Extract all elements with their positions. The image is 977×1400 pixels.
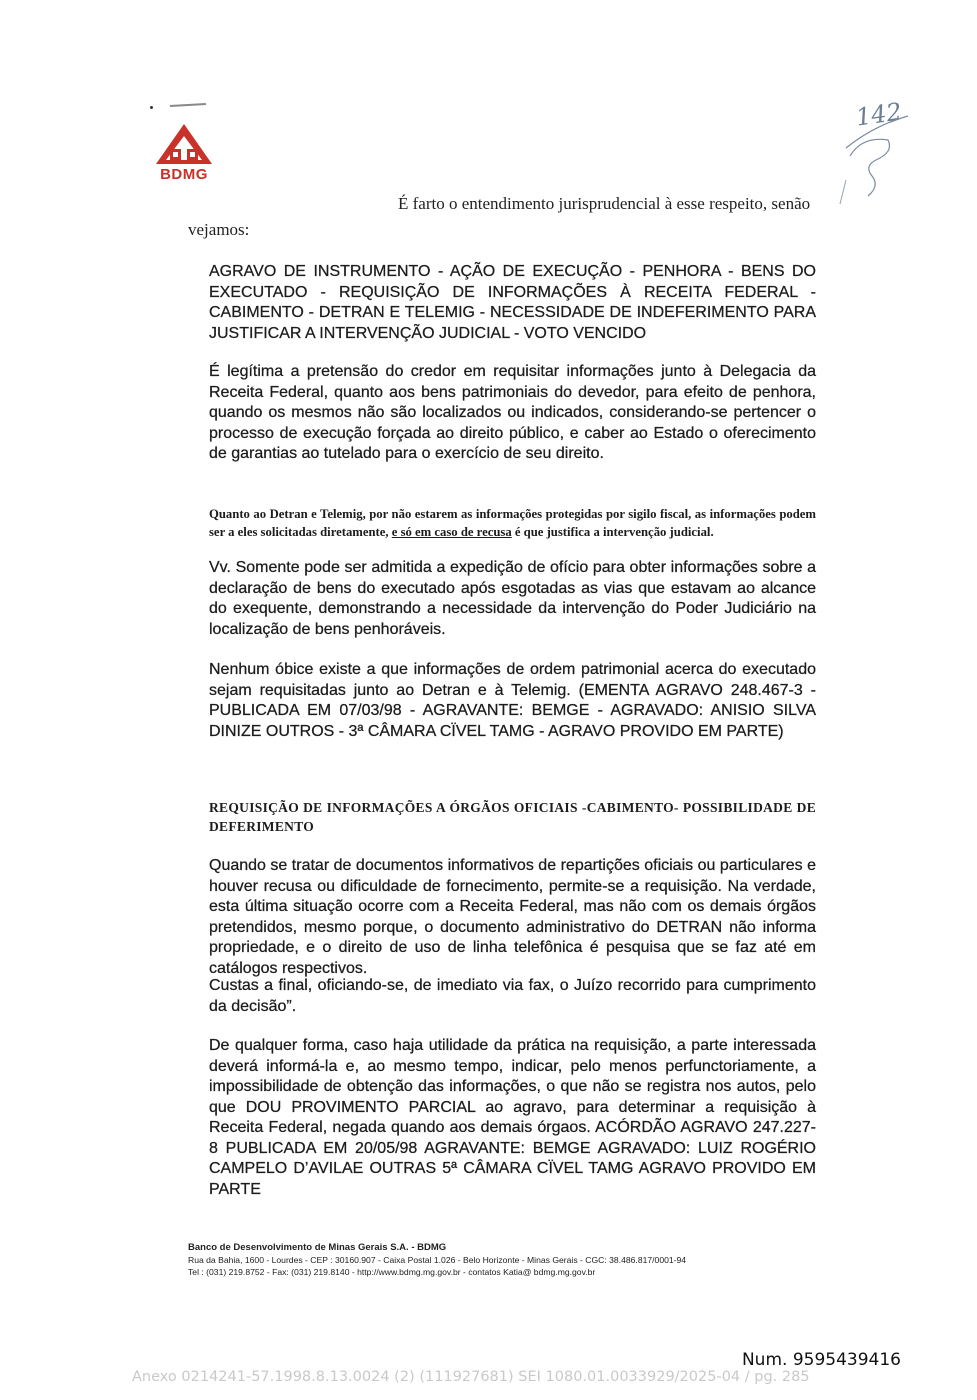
ementa-1-heading: AGRAVO DE INSTRUMENTO - AÇÃO DE EXECUÇÃO - PENHORA - BENS DO EXECUTADO - REQUISIÇÃO DE INFORMAÇÕES À RECEITA FEDERAL - CABIMENTO - DETRAN E TELEMIG - NECESSIDADE DE INDEFERIMENTO PARA JUSTIFICAR A INTERVENÇÃO JUDICIAL - VOTO VENCIDO (209, 263, 816, 342)
ementa-1-paragraph-2-text-a: Quanto ao Detran e Telemig, por não estarem as informações protegidas por sigilo fiscal, as informações podem ser a eles solicitadas diretamente, (209, 507, 816, 539)
document-number: Num. 9595439416 (741, 1350, 901, 1370)
ementa-1-paragraph-1: É legítima a pretensão do credor em requisitar informações junto à Delegacia da Receita Federal, quanto aos bens patrimoniais do devedor, para efeito de penhora, quando os mesmos não são localizados ou indicados, considerando-se pertencer o processo de execução forçada ao direito público, e caber ao Estado o oferecimento de garantias ao tutelado para o exercício de seu direito. (209, 363, 816, 462)
ementa-2-paragraph-1: Quando se tratar de documentos informativos de repartições oficiais ou particulares e houver recusa ou dificuldade de fornecimento, permite-se a requisição. Na verdade, esta última situação ocorre com a Receita Federal, mas não com os demais órgãos pretendidos, mesmo porque, o documento administrativo do DETRAN não informa propriedade, e o direito de uso de linha telefônica é pesquisa que se faz até em catálogos respectivos. (209, 857, 816, 977)
ementa-1-paragraph-2-text-b: é que justifica a intervenção judicial. (514, 525, 714, 539)
ementa-1-paragraph-2 (209, 505, 816, 541)
bdmg-logo-icon (152, 122, 216, 168)
footer-address: Rua da Bahia, 1600 - Lourdes - CEP : 30160.907 - Caixa Postal 1.026 - Belo Horizonte - Minas Gerais - CGC: 38.486.817/0001-94 (188, 1255, 687, 1265)
handwritten-page-mark (828, 96, 918, 206)
scan-mark (170, 103, 206, 107)
scan-speck (150, 106, 153, 109)
ementa-2-paragraph-3: De qualquer forma, caso haja utilidade da prática na requisição, a parte interessada deverá informá-la e, ao mesmo tempo, indicar, pelo menos perfunctoriamente, a impossibilidade de obtenção das informações, o que não se registra nos autos, pelo que DOU PROVIMENTO PARCIAL ao agravo, para determinar a requisição à Receita Federal, negada quando aos demais órgaos. ACÓRDÃO AGRAVO 247.227-8 PUBLICADA EM 20/05/98 AGRAVANTE: BEMGE AGRAVADO: LUIZ ROGÉRIO CAMPELO D’AVILAE OUTRAS 5ª CÂMARA CÏVEL TAMG AGRAVO PROVIDO EM PARTE (209, 1037, 816, 1198)
ementa-1-paragraph-2-underlined: e só em caso de recusa (391, 525, 512, 539)
ementa-1-paragraph-4: Nenhum óbice existe a que informações de ordem patrimonial acerca do executado sejam requisitadas junto ao Detran e à Telemig. (EMENTA AGRAVO 248.467-3 - PUBLICADA EM 07/03/98 - AGRAVANTE: BEMGE - AGRAVADO: ANISIO SILVA DINIZE OUTROS - 3ª CÂMARA CÏVEL TAMG - AGRAVO PROVIDO EM PARTE) (209, 661, 816, 740)
intro-line: É farto o entendimento jurisprudencial à esse respeito, senão (398, 194, 811, 213)
handwritten-page-number: 142 (854, 97, 904, 132)
ementa-2-paragraph-2: Custas a final, oficiando-se, de imediato via fax, o Juízo recorrido para cumprimento da decisão”. (209, 977, 816, 1015)
footer-contacts: Tel : (031) 219.8752 - Fax: (031) 219.8140 - http://www.bdmg.mg.gov.br - contatos Katia@ bdmg.mg.gov.br (188, 1267, 596, 1277)
letterhead-footer (188, 1241, 838, 1278)
footer-bank-name: Banco de Desenvolvimento de Minas Gerais S.A. - BDMG (188, 1242, 447, 1253)
bdmg-logo-text: BDMG (160, 166, 208, 183)
ementa-2-heading: REQUISIÇÃO DE INFORMAÇÕES A ÓRGÃOS OFICIAIS -CABIMENTO- POSSIBILIDADE DE DEFERIMENTO (209, 800, 816, 834)
annex-reference: Anexo 0214241-57.1998.8.13.0024 (2) (111927681) SEI 1080.01.0033929/2025-04 / pg. 285 (132, 1369, 810, 1385)
intro-line-continuation: vejamos: (188, 220, 250, 239)
ementa-1-paragraph-3: Vv. Somente pode ser admitida a expedição de ofício para obter informações sobre a declaração de bens do executado após esgotadas as vias que estavam ao alcance do exequente, demonstrando a necessidade da intervenção do Poder Judiciário na localização de bens penhoráveis. (209, 559, 816, 638)
bdmg-logo (152, 122, 222, 188)
